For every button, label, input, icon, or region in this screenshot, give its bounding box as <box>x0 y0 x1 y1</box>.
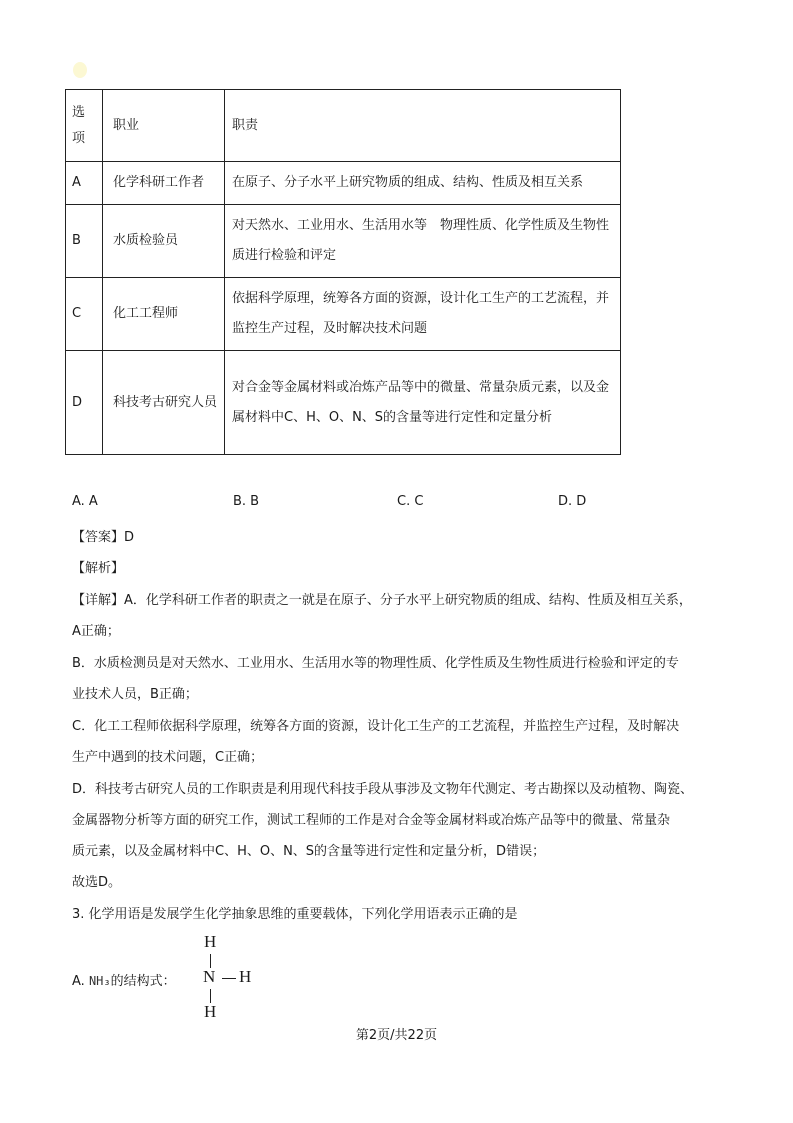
table-row <box>66 205 621 278</box>
row-duty: 对合金等金属材料或冶炼产品等中的微量、常量杂质元素，以及金属材料中C、H、O、N、S的含量等进行定性和定量分析 <box>225 351 621 455</box>
bond-right <box>222 978 236 979</box>
header-duty: 职责 <box>225 90 621 162</box>
page-footer: 第2页/共22页 <box>355 1028 438 1043</box>
row-job: 化学科研工作者 <box>103 162 225 205</box>
detail-line-4: 业技术人员，B正确； <box>72 687 198 702</box>
choice-c: C. C <box>397 494 424 509</box>
analysis-heading: 【解析】 <box>72 561 125 576</box>
row-job: 化工工程师 <box>103 278 225 351</box>
career-duty-table <box>65 89 621 455</box>
decorative-dot <box>73 62 87 78</box>
table-row <box>66 278 621 351</box>
table-row <box>66 351 621 455</box>
nh3-structural-formula <box>202 930 282 1025</box>
atom-n: N <box>203 967 216 986</box>
row-option: D <box>66 351 103 455</box>
row-option: A <box>66 162 103 205</box>
bond-bottom <box>210 989 211 1003</box>
bond-top <box>210 954 211 968</box>
choice-b: B. B <box>233 494 260 509</box>
header-job: 职业 <box>103 90 225 162</box>
atom-h-top: H <box>204 932 217 951</box>
table-header-row <box>66 90 621 162</box>
option-a-prefix: A. <box>72 974 89 989</box>
table-row <box>66 162 621 205</box>
detail-line-1: 【详解】A．化学科研工作者的职责之一就是在原子、分子水平上研究物质的组成、结构、性质及相互关系， <box>72 593 692 608</box>
detail-line-2: A正确； <box>72 624 120 639</box>
detail-line-9: 质元素，以及金属材料中C、H、O、N、S的含量等进行定性和定量分析，D错误； <box>72 844 546 859</box>
row-option: B <box>66 205 103 278</box>
option-a-label <box>72 970 176 989</box>
detail-line-6: 生产中遇到的技术问题，C正确； <box>72 750 264 765</box>
atom-h-right: H <box>239 967 252 986</box>
header-option: 选 项 <box>66 90 103 162</box>
detail-line-3: B．水质检测员是对天然水、工业用水、生活用水等的物理性质、化学性质及生物性质进行检验和评定的专 <box>72 656 679 671</box>
option-a-formula: NH₃ <box>88 974 111 988</box>
row-job: 科技考古研究人员 <box>103 351 225 455</box>
detail-line-8: 金属器物分析等方面的研究工作，测试工程师的工作是对合金等金属材料或冶炼产品等中的微量、常量杂 <box>72 813 671 828</box>
atom-h-bottom: H <box>204 1002 217 1021</box>
row-job: 水质检验员 <box>103 205 225 278</box>
answer-line: 【答案】D <box>72 530 135 545</box>
row-duty: 对天然水、工业用水、生活用水等 物理性质、化学性质及生物性质进行检验和评定 <box>225 205 621 278</box>
choice-a: A. A <box>72 494 98 509</box>
detail-line-10: 故选D。 <box>72 875 122 890</box>
detail-line-5: C．化工工程师依据科学原理，统筹各方面的资源，设计化工生产的工艺流程，并监控生产过程，及时解决 <box>72 719 680 734</box>
option-a-suffix: 的结构式： <box>110 974 176 989</box>
row-option: C <box>66 278 103 351</box>
row-duty: 在原子、分子水平上研究物质的组成、结构、性质及相互关系 <box>225 162 621 205</box>
choice-d: D. D <box>558 494 587 509</box>
question-3-stem: 3. 化学用语是发展学生化学抽象思维的重要载体，下列化学用语表示正确的是 <box>72 907 518 922</box>
row-duty: 依据科学原理，统筹各方面的资源，设计化工生产的工艺流程，并监控生产过程，及时解决技术问题 <box>225 278 621 351</box>
question-3-option-a <box>72 930 372 1025</box>
detail-line-7: D．科技考古研究人员的工作职责是利用现代科技手段从事涉及文物年代测定、考古勘探以及动植物、陶瓷、 <box>72 782 694 797</box>
